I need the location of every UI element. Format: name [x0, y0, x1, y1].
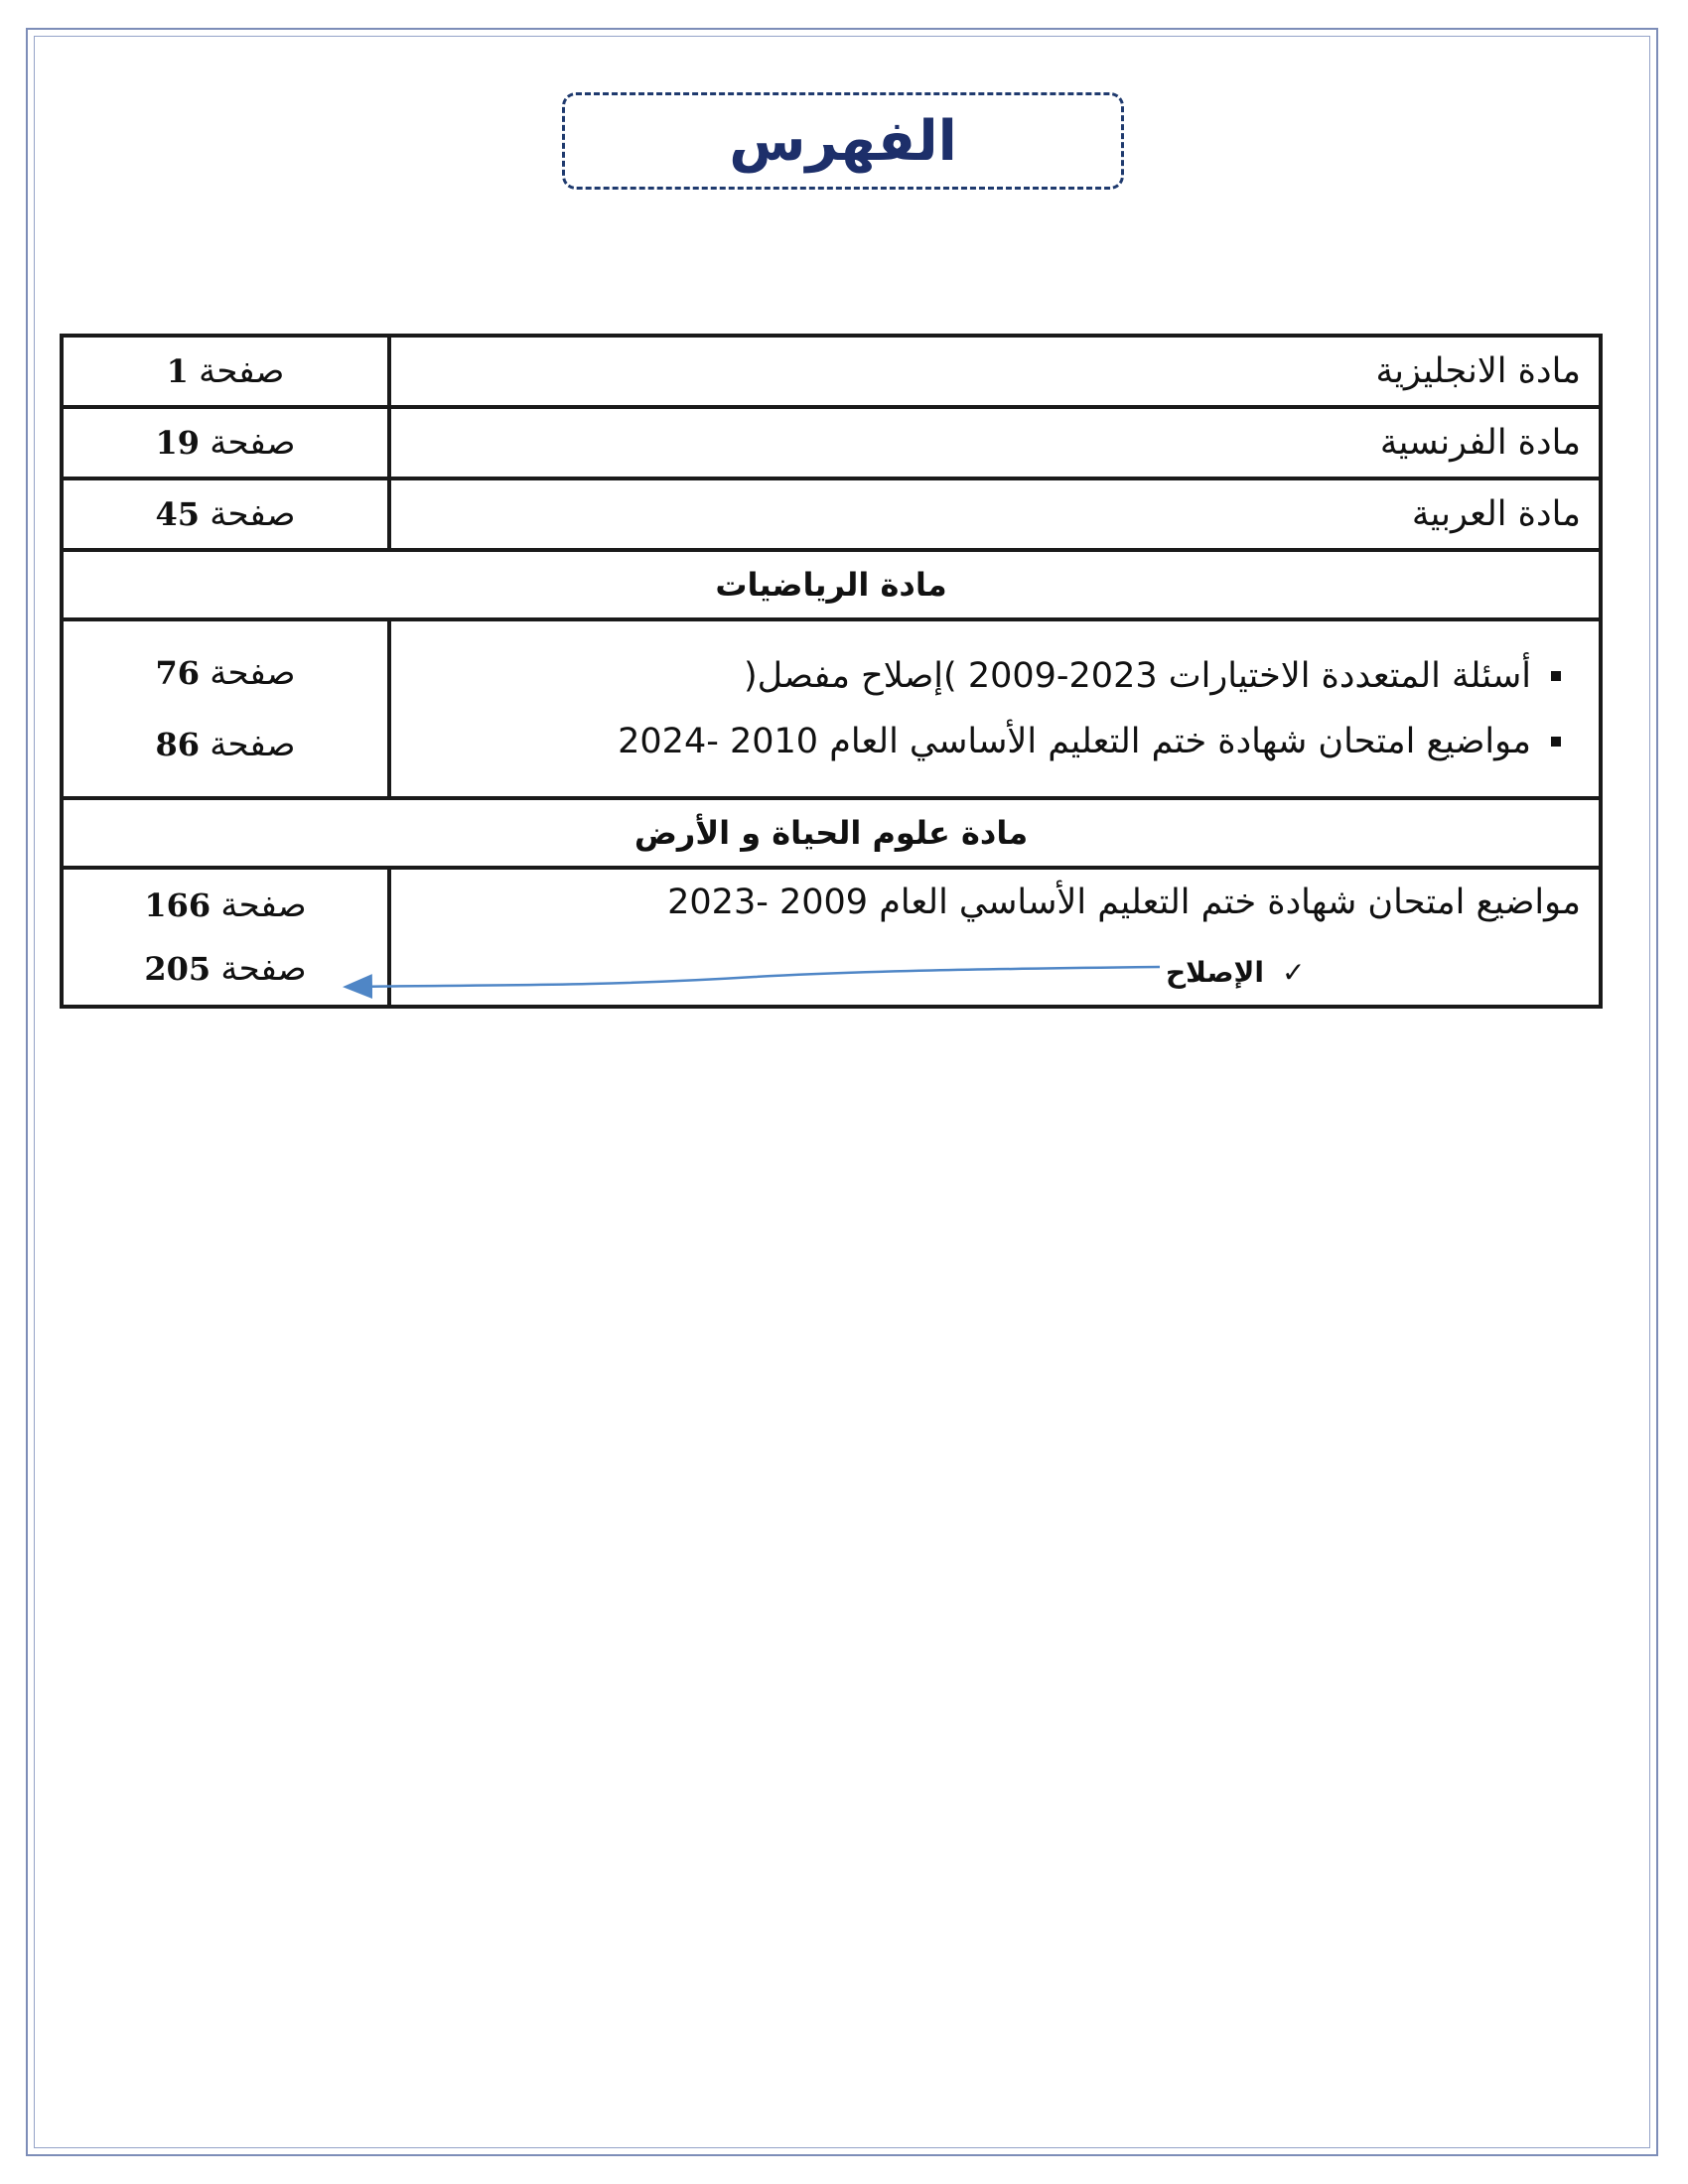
table-row-english [62, 336, 1601, 407]
subject-cell: مادة الفرنسية [389, 407, 1601, 478]
page-ref: صفحة 76 [155, 653, 296, 693]
correction-label [1166, 956, 1305, 989]
subject-cell: مادة الانجليزية [389, 336, 1601, 407]
title-box [562, 92, 1124, 190]
table-row-svt [62, 868, 1601, 1007]
section-row-svt [62, 798, 1601, 868]
section-heading-math: مادة الرياضيات [62, 550, 1601, 619]
page-ref: صفحة 166 [144, 886, 307, 925]
math-topic-list [391, 643, 1581, 774]
list-item: أسئلة المتعددة الاختيارات 2023-2009 )إصلاح مفصل( [391, 643, 1561, 709]
page-ref: صفحة 1 [166, 351, 285, 391]
check-icon: ✓ [1281, 956, 1306, 989]
table-row-arabic [62, 478, 1601, 550]
page-ref: صفحة 205 [144, 949, 307, 989]
section-row-math [62, 550, 1601, 619]
page-ref: صفحة 45 [155, 494, 296, 534]
table-row-french [62, 407, 1601, 478]
list-item: مواضيع امتحان شهادة ختم التعليم الأساسي العام 2010 -2024 [391, 709, 1561, 774]
correction-text: الإصلاح [1166, 956, 1264, 989]
section-heading-svt: مادة علوم الحياة و الأرض [62, 798, 1601, 868]
svt-topic: مواضيع امتحان شهادة ختم التعليم الأساسي العام 2009 -2023 [667, 883, 1581, 922]
page-cell [62, 478, 389, 550]
page-title: الفهرس [729, 108, 957, 174]
page-cell [62, 619, 389, 798]
page-ref: صفحة 19 [155, 423, 296, 463]
svt-topics-cell [389, 868, 1601, 1007]
math-topics-cell [389, 619, 1601, 798]
page-cell [62, 336, 389, 407]
table-row-math [62, 619, 1601, 798]
toc-table [60, 334, 1603, 1009]
page-cell [62, 407, 389, 478]
page-cell [62, 868, 389, 1007]
page-ref: صفحة 86 [155, 725, 296, 764]
subject-cell: مادة العربية [389, 478, 1601, 550]
